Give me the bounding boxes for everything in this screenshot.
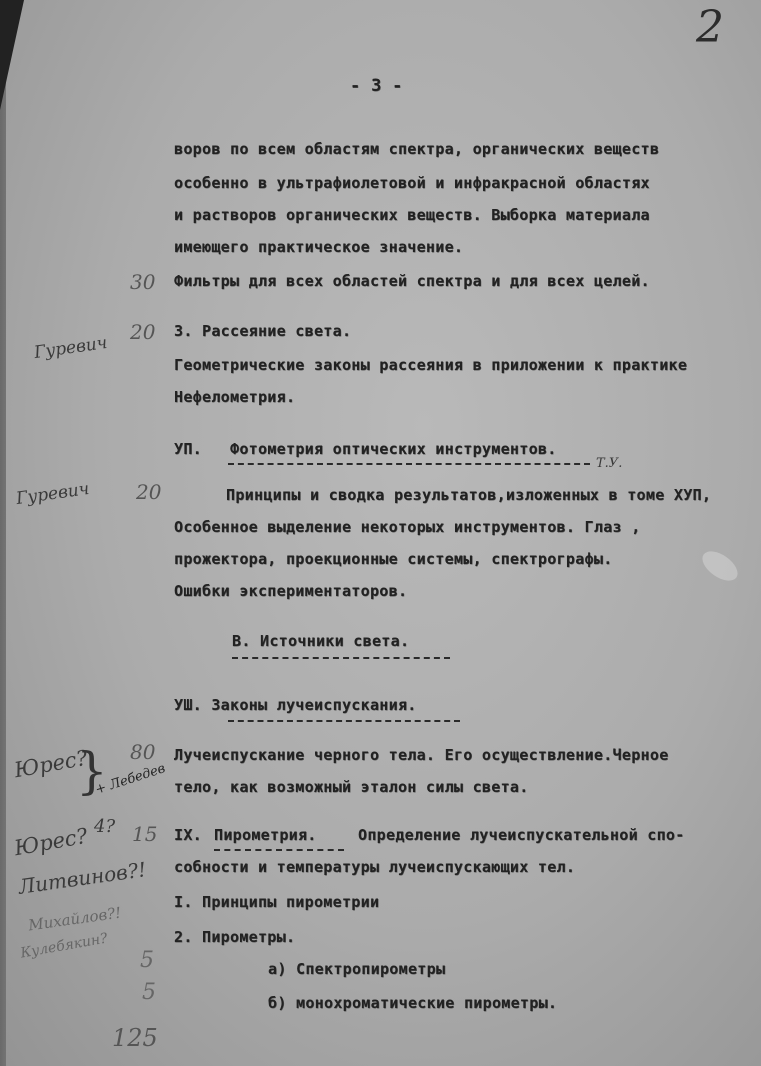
title-underline [228,463,590,465]
margin-name: Михайлов?! [27,903,123,935]
margin-number: 20 [136,480,162,504]
margin-number: 30 [130,270,156,294]
text-line: тело, как возможный эталон силы света. [174,778,529,796]
text-line: Нефелометрия. [174,388,296,406]
text-line: Ошибки экспериментаторов. [174,582,408,600]
section-heading: 3. Рассеяние света. [174,322,352,340]
margin-number: 5 [140,948,154,973]
chapter-number: УП. [174,440,202,458]
chapter-title: Пирометрия. [214,826,317,844]
margin-name: Гуревич [32,332,109,364]
margin-name: Юрес? [12,745,90,783]
margin-number: 15 [132,822,158,846]
list-subitem: а) Спектропирометры [268,960,446,978]
margin-total: 125 [112,1024,158,1052]
chapter-number: IX. [174,826,202,844]
text-line: воров по всем областям спектра, органических веществ [174,140,660,158]
text-line: Принципы и сводка результатов,изложенных в томе ХУП, [226,486,712,504]
text-line: Геометрические законы рассеяния в приложении к практике [174,356,688,374]
list-item: 2. Пирометры. [174,928,296,946]
text-line: Особенное выделение некоторых инструментов. Глаз , [174,518,641,536]
heading-underline [232,657,450,659]
title-underline [228,720,460,722]
margin-number: 20 [130,320,156,344]
margin-name: 4? [94,816,116,837]
text-line: собности и температуры лучеиспускающих тел. [174,858,576,876]
chapter-title: УШ. Законы лучеиспускания. [174,696,417,714]
margin-name: Литвинов?! [16,857,148,899]
page-number: - 3 - [350,76,403,96]
part-heading: В. Источники света. [232,632,410,650]
text-line: Фильтры для всех областей спектра и для всех целей. [174,272,650,290]
list-item: I. Принципы пирометрии [174,893,380,911]
text-line: особенно в ультрафиолетовой и инфракрасной областях [174,174,650,192]
margin-name: + Лебедев [93,761,168,798]
margin-number: 5 [142,980,156,1005]
brace-mark: } [76,742,108,800]
margin-name: Юрес? [12,823,90,861]
margin-note: Т.У. [596,456,623,471]
chapter-title: Фотометрия оптических инструментов. [230,440,557,458]
text-line: и растворов органических веществ. Выборка материала [174,206,650,224]
title-underline [214,849,344,851]
handwritten-page-number: 2 [696,2,724,53]
scan-edge-shadow [0,0,24,110]
margin-name: Гуревич [14,478,91,510]
list-subitem: б) монохроматические пирометры. [268,994,558,1012]
text-line: Лучеиспускание черного тела. Его осуществление.Черное [174,746,669,764]
margin-number: 80 [130,740,156,764]
text-line: имеющего практическое значение. [174,238,464,256]
text-line: Определение лучеиспускательной спо- [358,826,685,844]
text-line: прожектора, проекционные системы, спектрографы. [174,550,613,568]
margin-name: Кулебякин? [19,930,109,962]
